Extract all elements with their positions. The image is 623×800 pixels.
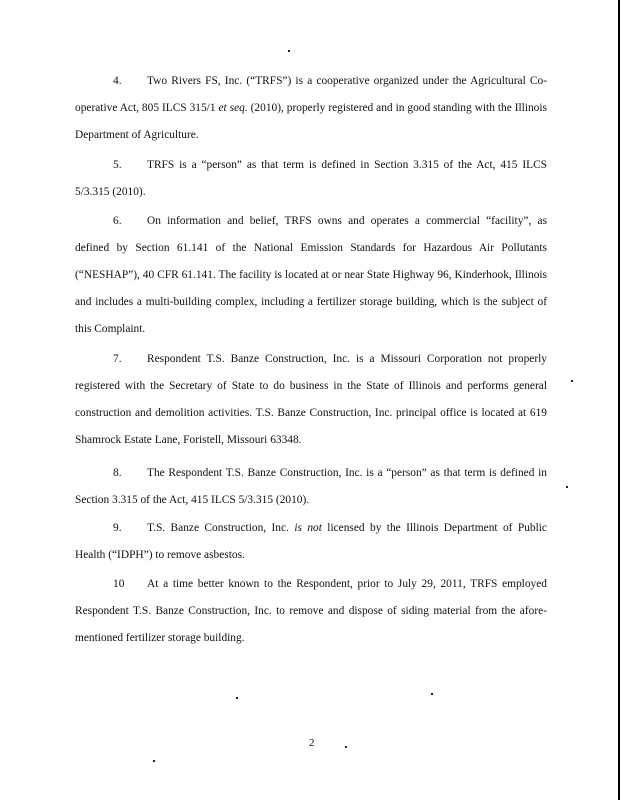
scan-speck [153, 760, 155, 762]
paragraph-text-end: (2010), properly registered and in good standing with the Illinois Department of Agriculture. [75, 102, 547, 141]
paragraph-4 [75, 68, 547, 149]
scan-speck [566, 486, 568, 488]
paragraph-text: At a time better known to the Respondent, prior to July 29, 2011, TRFS employed Respondent T.S. Banze Construction, Inc. to remove and dispose of siding material from the afore-mentioned fertilizer storage building. [75, 578, 547, 644]
page-number: 2 [309, 737, 315, 749]
paragraph-9 [75, 515, 547, 569]
paragraph-text: TRFS is a “person” as that term is defined in Section 3.315 of the Act, 415 ILCS 5/3.315 (2010). [75, 159, 547, 198]
paragraph-number: 7. [113, 353, 122, 365]
paragraph-number: 6. [113, 215, 122, 227]
scan-speck [345, 746, 347, 748]
paragraph-6 [75, 208, 547, 343]
scan-speck [236, 697, 238, 699]
paragraph-7 [75, 346, 547, 454]
paragraph-number: 5. [113, 159, 122, 171]
paragraph-text: The Respondent T.S. Banze Construction, Inc. is a “person” as that term is defined in Section 3.315 of the Act, 415 ILCS 5/3.315 (2010). [75, 467, 547, 506]
paragraph-number: 4. [113, 75, 122, 87]
paragraph-text: On information and belief, TRFS owns and operates a commercial “facility”, as defined by Section 61.141 of the National Emission Standards for Hazardous Air Pollutants (“NESHAP”), 40 CFR 61.141. The facility is located at or near State Highway 96, Kinderhook, Illinois and includes a multi-building complex, including a fertilizer storage building, which is the subject of this Complaint. [75, 215, 547, 335]
scan-speck [288, 50, 290, 52]
paragraph-5 [75, 152, 547, 206]
paragraph-text: T.S. Banze Construction, Inc. [147, 522, 295, 534]
paragraph-10 [75, 571, 547, 652]
paragraph-emphasis: et seq. [218, 102, 248, 114]
scan-speck [431, 693, 433, 695]
paragraph-text: Respondent T.S. Banze Construction, Inc. is a Missouri Corporation not properly registered with the Secretary of State to do business in the State of Illinois and performs general construction and demolition activities. T.S. Banze Construction, Inc. principal office is located at 619 Shamrock Estate Lane, Foristell, Missouri 63348. [75, 353, 547, 446]
paragraph-text: Two Rivers FS, Inc. (“TRFS”) is a cooperative organized under the Agricultural Co-operative Act, 805 ILCS 315/1 [75, 75, 547, 114]
scan-speck [571, 380, 573, 382]
paragraph-number: 10 [113, 578, 125, 590]
paragraph-8 [75, 460, 547, 514]
paragraph-number: 9. [113, 522, 122, 534]
paragraph-text-end: licensed by the Illinois Department of Public Health (“IDPH”) to remove asbestos. [75, 522, 547, 561]
scan-border [618, 0, 620, 800]
paragraph-number: 8. [113, 467, 122, 479]
paragraph-emphasis: is not [294, 522, 322, 534]
